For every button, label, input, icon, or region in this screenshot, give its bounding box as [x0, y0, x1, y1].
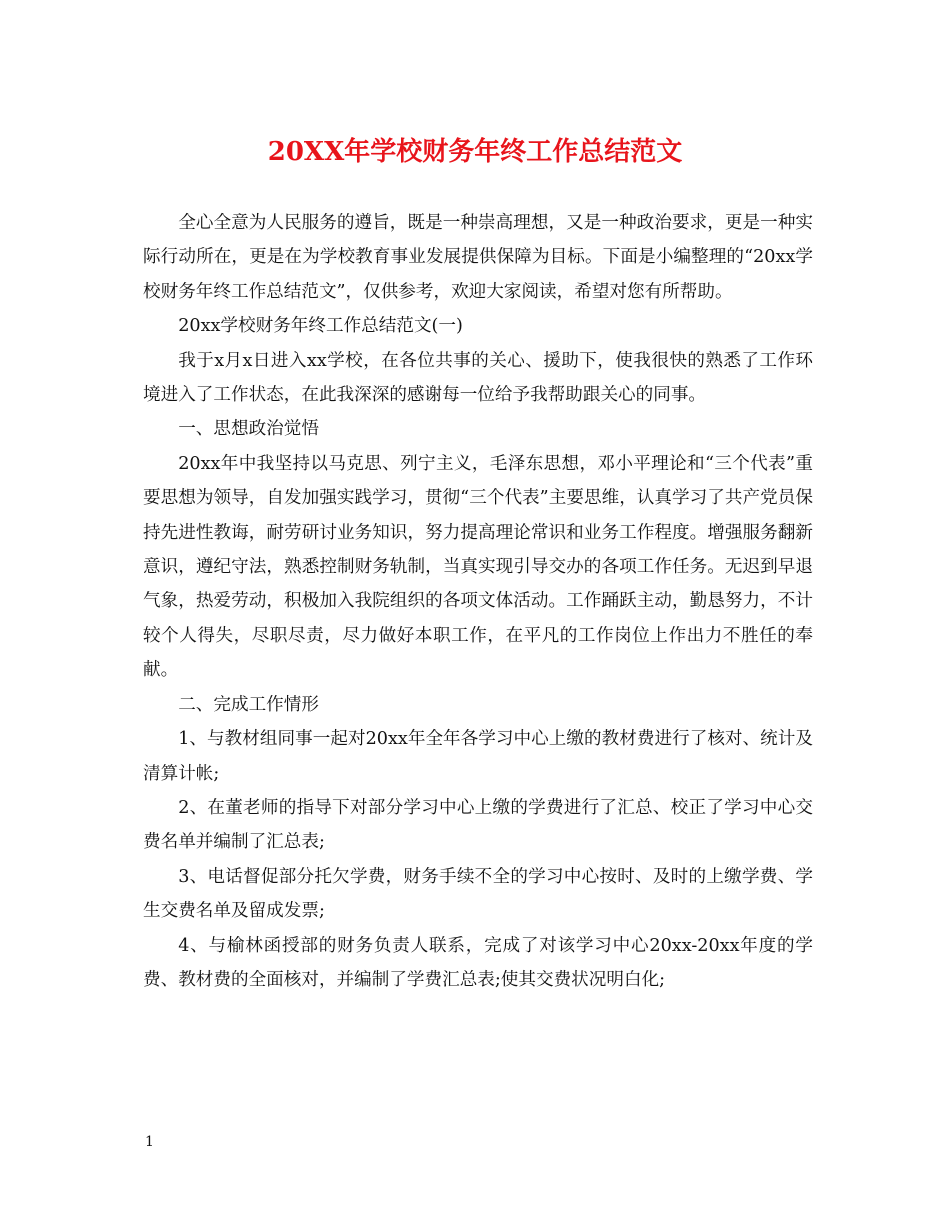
list-item-work-2: 2、在董老师的指导下对部分学习中心上缴的学费进行了汇总、校正了学习中心交费名单并编制了汇总表;	[143, 797, 813, 853]
section-heading-part-one: 20xx学校财务年终工作总结范文(一)	[178, 316, 463, 337]
document-title: 20XX年学校财务年终工作总结范文	[267, 137, 683, 167]
list-item-work-4: 4、与榆林函授部的财务负责人联系，完成了对该学习中心20xx-20xx年度的学费、教材费的全面核对，并编制了学费汇总表;使其交费状况明白化;	[143, 935, 813, 990]
document-body	[143, 206, 813, 997]
section-heading-work-completed: 二、完成工作情形	[178, 694, 319, 715]
list-item-work-3: 3、电话督促部分托欠学费，财务手续不全的学习中心按时、及时的上缴学费、学生交费名单及留成发票;	[143, 866, 813, 922]
paragraph-arrival: 我于x月x日进入xx学校，在各位共事的关心、援助下，使我很快的熟悉了工作环境进入了工作状态，在此我深深的感谢每一位给予我帮助跟关心的同事。	[143, 350, 813, 406]
paragraph-political-awareness: 20xx年中我坚持以马克思、列宁主义，毛泽东思想，邓小平理论和“三个代表”重要思想为领导，自发加强实践学习，贯彻“三个代表”主要思维，认真学习了共产党员保持先进性教诲，耐劳研讨业务知识，努力提高理论常识和业务工作程度。增强服务翻新意识，遵纪守法，熟悉控制财务轨制，当真实现引导交办的各项工作任务。无迟到早退气象，热爱劳动，积极加入我院组织的各项文体活动。工作踊跃主动，勤恳努力，不计较个人得失，尽职尽责，尽力做好本职工作，在平凡的工作岗位上作出力不胜任的奉献。	[143, 453, 813, 681]
section-heading-political-awareness: 一、思想政治觉悟	[178, 419, 319, 440]
list-item-work-1: 1、与教材组同事一起对20xx年全年各学习中心上缴的教材费进行了核对、统计及清算计帐;	[143, 729, 813, 784]
paragraph-intro: 全心全意为人民服务的遵旨，既是一种崇高理想，又是一种政治要求，更是一种实际行动所在，更是在为学校教育事业发展提供保障为目标。下面是小编整理的“20xx学校财务年终工作总结范文”，仅供参考，欢迎大家阅读，希望对您有所帮助。	[143, 213, 813, 302]
page-number: 1	[145, 1134, 154, 1150]
